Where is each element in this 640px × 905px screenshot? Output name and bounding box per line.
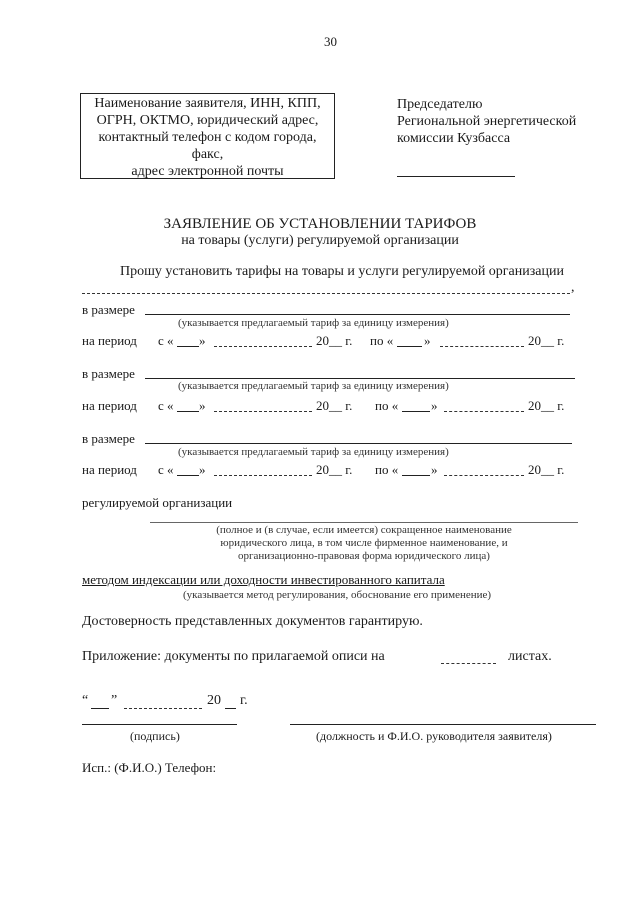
- tariff-hint: (указывается предлагаемый тариф за единицу измерения): [178, 380, 449, 392]
- period-from-close: »: [199, 333, 206, 348]
- regulation-method-hint: (указывается метод регулирования, обоснование его применение): [183, 589, 492, 601]
- applicant-box-text: [80, 95, 335, 180]
- period-to-day-field[interactable]: [402, 475, 430, 476]
- document-subtitle: на товары (услуги) регулируемой организации: [181, 233, 459, 248]
- period-to-month-field[interactable]: [440, 346, 524, 347]
- applicant-line: Наименование заявителя, ИНН, КПП,: [94, 96, 321, 111]
- period-to-prefix: по «: [375, 462, 399, 477]
- date-year-field[interactable]: [225, 708, 236, 709]
- date-year-suffix: г.: [240, 693, 248, 708]
- page-number: 30: [324, 34, 337, 49]
- request-text: Прошу установить тарифы на товары и услуги регулируемой организации: [120, 264, 564, 279]
- period-from-day-field[interactable]: [177, 475, 199, 476]
- signature-field[interactable]: [82, 724, 237, 725]
- tariff-hint: (указывается предлагаемый тариф за единицу измерения): [178, 446, 449, 458]
- period-to-day-field[interactable]: [397, 346, 422, 347]
- period-from-prefix: с «: [158, 398, 174, 413]
- period-to-close: »: [431, 462, 438, 477]
- position-name-label: (должность и Ф.И.О. руководителя заявителя): [316, 729, 552, 743]
- applicant-line: факс,: [191, 147, 224, 162]
- organization-hint-line: (полное и (в случае, если имеется) сокращенное наименование: [216, 524, 512, 536]
- period-from-month-field[interactable]: [214, 475, 312, 476]
- period-to-close: »: [424, 333, 431, 348]
- attachment-suffix: листах.: [508, 649, 552, 664]
- period-to-prefix: по «: [370, 333, 394, 348]
- applicant-line: адрес электронной почты: [131, 164, 284, 179]
- period-to-month-field[interactable]: [444, 475, 524, 476]
- period-label: на период: [82, 398, 137, 413]
- tariff-hint: (указывается предлагаемый тариф за единицу измерения): [178, 317, 449, 329]
- period-to-year: 20__ г.: [528, 398, 565, 413]
- period-from-prefix: с «: [158, 462, 174, 477]
- position-name-field[interactable]: [290, 724, 596, 725]
- period-from-year: 20__ г.: [316, 398, 353, 413]
- request-comma: ,: [571, 280, 575, 295]
- period-to-day-field[interactable]: [402, 411, 430, 412]
- attachment-pages-field[interactable]: [441, 663, 496, 664]
- organization-hint: [150, 524, 578, 563]
- period-to-year: 20__ г.: [528, 333, 565, 348]
- addressee-line: комиссии Кузбасса: [397, 131, 511, 146]
- tariff-size-label: в размере: [82, 431, 135, 446]
- date-close-quote: ”: [111, 693, 118, 708]
- period-label: на период: [82, 462, 137, 477]
- tariff-size-label: в размере: [82, 366, 135, 381]
- regulation-method: методом индексации или доходности инвестированного капитала: [82, 572, 445, 587]
- signature-label: (подпись): [130, 729, 180, 743]
- period-from-year: 20__ г.: [316, 333, 353, 348]
- addressee-signature-line: [397, 176, 515, 177]
- addressee: [397, 96, 576, 147]
- period-to-month-field[interactable]: [444, 411, 524, 412]
- period-label: на период: [82, 333, 137, 348]
- document-title: ЗАЯВЛЕНИЕ ОБ УСТАНОВЛЕНИИ ТАРИФОВ: [163, 216, 477, 232]
- period-from-day-field[interactable]: [177, 346, 199, 347]
- organization-label: регулируемой организации: [82, 495, 233, 510]
- date-day-field[interactable]: [91, 708, 109, 709]
- addressee-line: Региональной энергетической: [397, 114, 577, 129]
- period-to-close: »: [431, 398, 438, 413]
- period-from-close: »: [199, 462, 206, 477]
- date-year: 20: [207, 693, 221, 708]
- period-from-month-field[interactable]: [214, 411, 312, 412]
- period-from-day-field[interactable]: [177, 411, 199, 412]
- executor-info: Исп.: (Ф.И.О.) Телефон:: [82, 760, 217, 775]
- reliability-statement: Достоверность представленных документов гарантирую.: [82, 614, 423, 629]
- organization-field[interactable]: [150, 522, 578, 523]
- applicant-line: контактный телефон с кодом города,: [98, 130, 317, 145]
- period-from-close: »: [199, 398, 206, 413]
- tariff-size-field[interactable]: [145, 443, 572, 444]
- addressee-line: Председателю: [397, 97, 483, 112]
- organization-name-field[interactable]: [82, 293, 570, 294]
- period-from-year: 20__ г.: [316, 462, 353, 477]
- organization-hint-line: юридического лица, в том числе фирменное наименование, и: [220, 537, 508, 549]
- applicant-line: ОГРН, ОКТМО, юридический адрес,: [96, 113, 319, 128]
- period-to-prefix: по «: [375, 398, 399, 413]
- period-from-month-field[interactable]: [214, 346, 312, 347]
- tariff-size-field[interactable]: [145, 314, 570, 315]
- tariff-size-label: в размере: [82, 302, 135, 317]
- tariff-size-field[interactable]: [145, 378, 575, 379]
- period-from-prefix: с «: [158, 333, 174, 348]
- attachment-prefix: Приложение: документы по прилагаемой описи на: [82, 649, 385, 664]
- period-to-year: 20__ г.: [528, 462, 565, 477]
- date-open-quote: “: [82, 693, 89, 708]
- organization-hint-line: организационно-правовая форма юридического лица): [238, 550, 490, 562]
- date-month-field[interactable]: [124, 708, 202, 709]
